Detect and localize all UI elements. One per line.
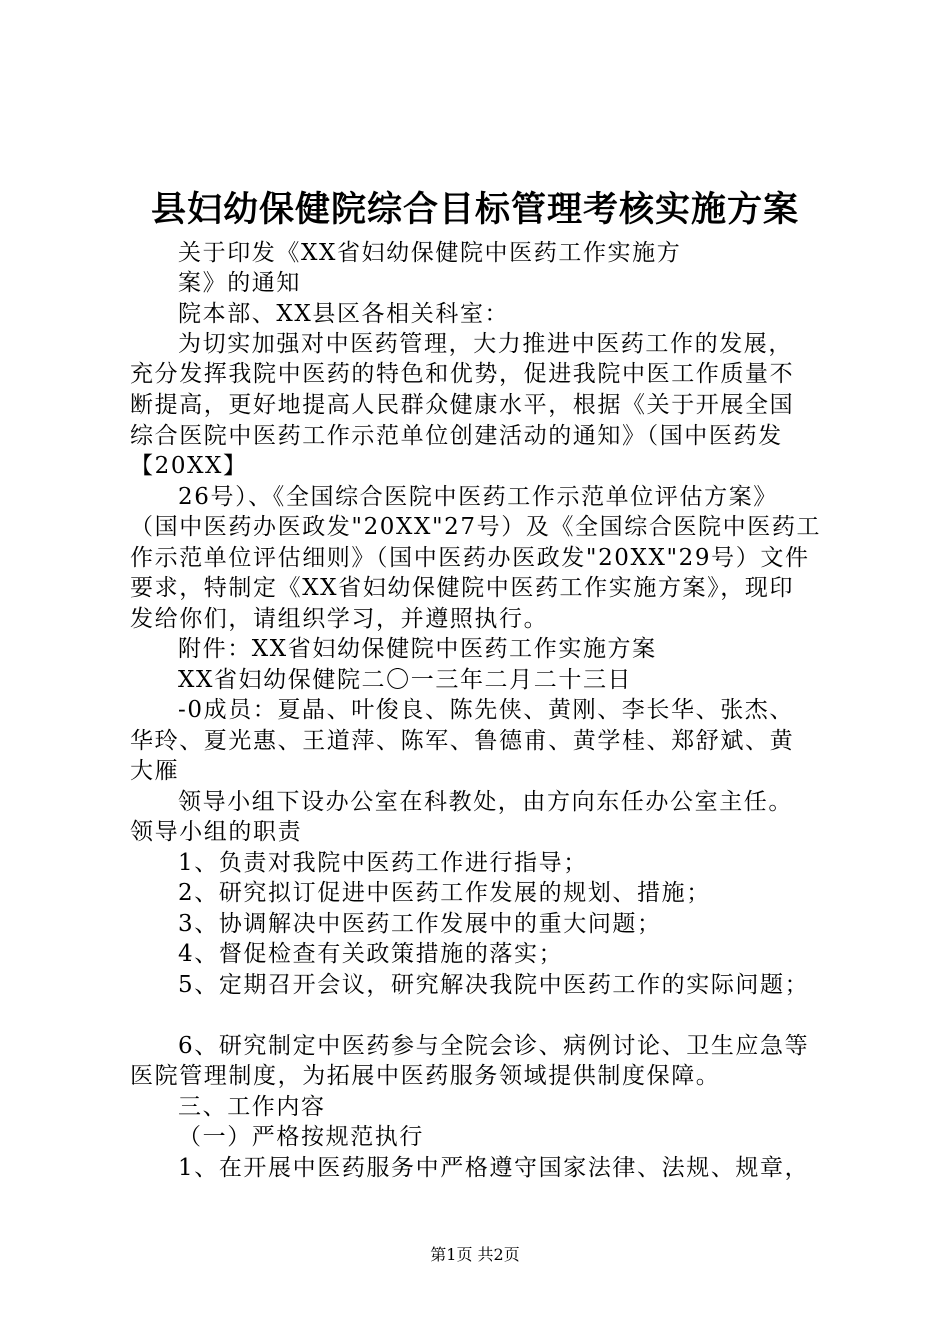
body-line: 1、负责对我院中医药工作进行指导； <box>178 850 588 876</box>
body-line: -0成员：夏晶、叶俊良、陈先侠、黄刚、李长华、张杰、 <box>178 697 795 723</box>
body-line: 5、定期召开会议，研究解决我院中医药工作的实际问题； <box>178 972 810 998</box>
body-line: 6、研究制定中医药参与全院会诊、病例讨论、卫生应急等 <box>178 1033 810 1059</box>
body-line: 2、研究拟订促进中医药工作发展的规划、措施； <box>178 880 711 906</box>
body-line: （国中医药办医政发"20XX"27号）及《全国综合医院中医药工 <box>130 514 822 540</box>
body-line: 综合医院中医药工作示范单位创建活动的通知》（国中医药发 <box>130 423 783 449</box>
body-line: 大雁 <box>130 758 180 784</box>
body-line: 领导小组下设办公室在科教处，由方向东任办公室主任。 <box>178 789 793 815</box>
body-line: 院本部、XX县区各相关科室： <box>178 301 510 327</box>
body-line: 关于印发《XX省妇幼保健院中医药工作实施方 <box>178 240 682 266</box>
body-line: 领导小组的职责 <box>130 819 303 845</box>
body-line: 华玲、夏光惠、王道萍、陈军、鲁德甫、黄学桂、郑舒斌、黄 <box>130 728 795 754</box>
page-footer: 第1页 共2页 <box>430 1245 520 1264</box>
body-line: 3、协调解决中医药工作发展中的重大问题； <box>178 911 662 937</box>
body-line: 【20XX】 <box>130 453 248 479</box>
body-line: 为切实加强对中医药管理，大力推进中医药工作的发展， <box>178 331 793 357</box>
body-line: 作示范单位评估细则》（国中医药办医政发"20XX"29号）文件 <box>130 545 810 571</box>
body-line: 三、工作内容 <box>178 1094 326 1120</box>
body-line: 4、督促检查有关政策措施的落实； <box>178 941 564 967</box>
body-line: （一）严格按规范执行 <box>178 1124 424 1150</box>
body-line: 1、在开展中医药服务中严格遵守国家法律、法规、规章， <box>178 1155 810 1181</box>
body-line: 医院管理制度，为拓展中医药服务领域提供制度保障。 <box>130 1063 721 1089</box>
body-line: 断提高，更好地提高人民群众健康水平，根据《关于开展全国 <box>130 392 795 418</box>
body-line: 充分发挥我院中医药的特色和优势，促进我院中医工作质量不 <box>130 361 795 387</box>
body-line: 要求，特制定《XX省妇幼保健院中医药工作实施方案》，现印 <box>130 575 795 601</box>
body-line: 发给你们，请组织学习，并遵照执行。 <box>130 606 549 632</box>
body-line: XX省妇幼保健院二〇一三年二月二十三日 <box>178 667 633 693</box>
body-line: 案》的通知 <box>178 270 301 296</box>
document-title: 县妇幼保健院综合目标管理考核实施方案 <box>150 189 799 230</box>
body-line: 26号）、《全国综合医院中医药工作示范单位评估方案》 <box>178 484 778 510</box>
body-line: 附件：XX省妇幼保健院中医药工作实施方案 <box>178 636 657 662</box>
